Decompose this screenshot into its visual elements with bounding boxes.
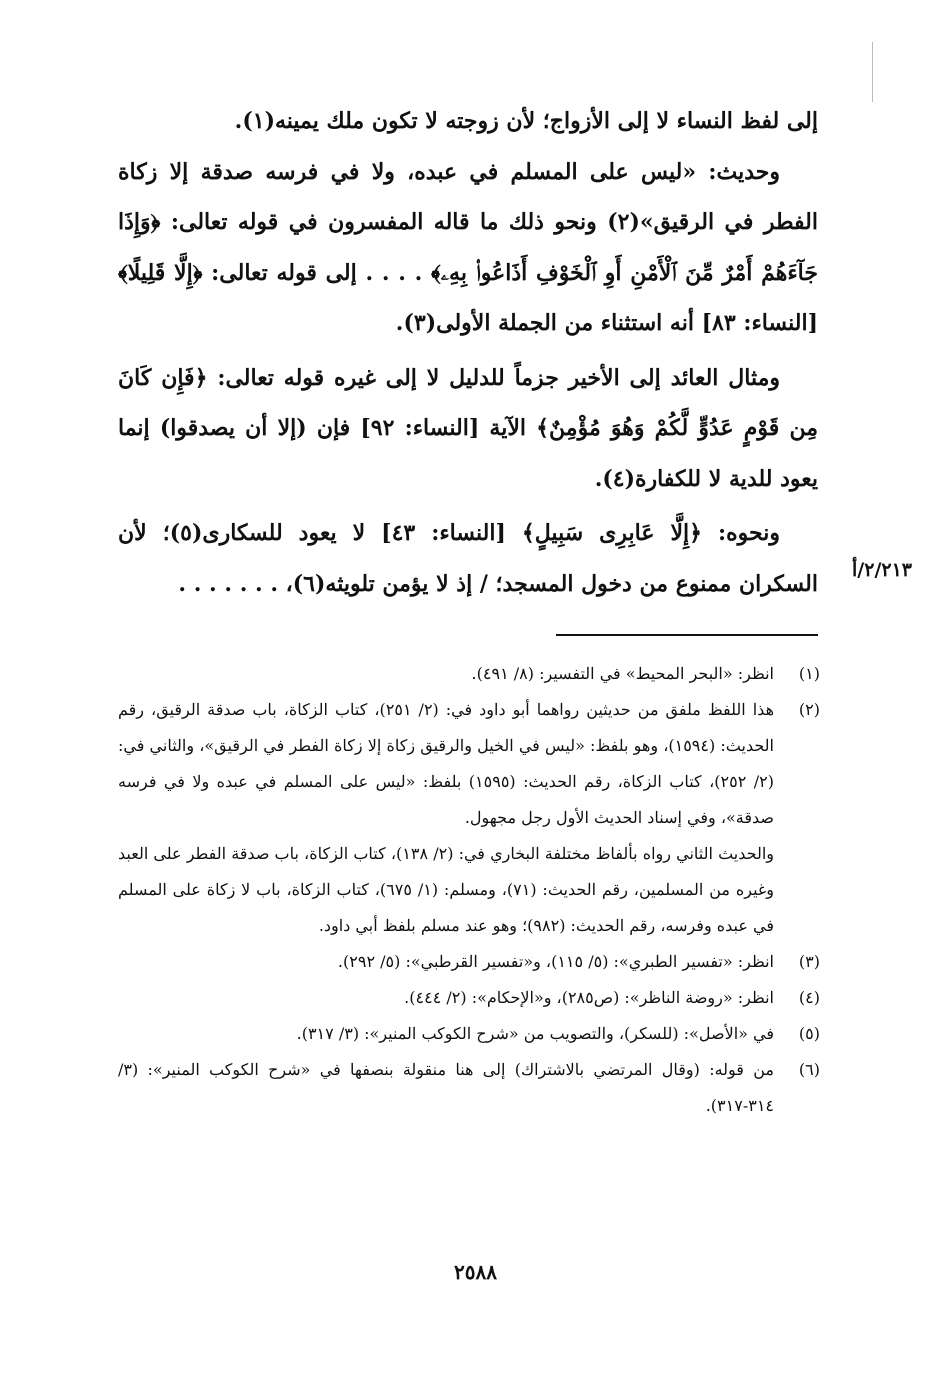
footnote-separator bbox=[556, 634, 818, 636]
footnote bbox=[118, 1016, 820, 1052]
footnote-number: (٣) bbox=[798, 952, 820, 971]
footnote bbox=[118, 980, 820, 1016]
footnote-number: (٥) bbox=[798, 1024, 820, 1043]
footnote bbox=[118, 656, 820, 692]
footnote-text: انظر: «تفسير الطبري»: (٥/ ١١٥)، و«تفسير القرطبي»: (٥/ ٢٩٢). bbox=[337, 952, 774, 971]
main-paragraph: وحديث: «ليس على المسلم في عبده، ولا في فرسه صدقة إلا زكاة الفطر في الرقيق»(٢) ونحو ذلك ما قاله المفسرون في قوله تعالى: ﴿وَإِذَا جَآءَهُمْ أَمْرٌ مِّنَ ٱلْأَمْنِ أَوِ ٱلْخَوْفِ أَذَاعُوا۟ بِهِۦ﴾ . . . . إلى قوله تعالى: ﴿إِلَّا قَلِيلًا﴾ [النساء: ٨٣] أنه استثناء من الجملة الأولى(٣). bbox=[118, 158, 818, 336]
footnote-continuation: والحديث الثاني رواه بألفاظ مختلفة البخاري في: (٢/ ١٣٨)، كتاب الزكاة، باب صدقة الفطر على العبد وغيره من المسلمين، رقم الحديث: (٧١)، ومسلم: (١/ ٦٧٥)، كتاب الزكاة، باب لا زكاة على المسلم في عبده وفرسه، رقم الحديث: (٩٨٢)؛ وهو عند مسلم بلفظ أبي داود. bbox=[118, 844, 775, 935]
footnote bbox=[118, 692, 820, 836]
main-paragraph: إلى لفظ النساء لا إلى الأزواج؛ لأن زوجته لا تكون ملك يمينه(١). bbox=[234, 108, 818, 134]
footnote-text: هذا اللفظ ملفق من حديثين رواهما أبو داود في: (٢/ ٢٥١)، كتاب الزكاة، باب صدقة الرقيق، رقم الحديث: (١٥٩٤)، وهو بلفظ: «ليس في الخيل والرقيق زكاة إلا زكاة الفطر في الرقيق»، والثاني في: (٢/ ٢٥٢)، كتاب الزكاة، رقم الحديث: (١٥٩٥) بلفظ: «ليس على المسلم في عبده ولا في فرسه صدقة»، وفي إسناد الحديث الأول رجل مجهول. bbox=[118, 700, 775, 827]
manuscript-folio-reference: ٢/٢١٣/أ bbox=[852, 559, 912, 581]
footnote-number: (٢) bbox=[798, 700, 820, 719]
main-paragraph: ومثال العائد إلى الأخير جزماً للدليل لا إلى غيره قوله تعالى: ﴿فَإِن كَانَ مِن قَوْمٍ عَدُوٍّ لَّكُمْ وَهُوَ مُؤْمِنٌ﴾ الآية [النساء: ٩٢] فإن (إلا أن يصدقوا) إنما يعود للدية لا للكفارة(٤). bbox=[118, 364, 818, 492]
footnote-number: (١) bbox=[798, 664, 820, 683]
footnote-text: انظر: «البحر المحيط» في التفسير: (٨/ ٤٩١). bbox=[471, 664, 774, 683]
footnotes bbox=[118, 656, 820, 1124]
footnote-number: (٦) bbox=[798, 1060, 820, 1079]
scan-artifact-line bbox=[872, 42, 874, 102]
footnote-text: من قوله: (وقال المرتضي بالاشتراك) إلى هنا منقولة بنصفها في «شرح الكوكب المنير»: (٣/ ٣١٤-٣١٧). bbox=[118, 1060, 775, 1115]
footnote bbox=[118, 944, 820, 980]
main-text-body bbox=[118, 96, 818, 609]
footnote-text: انظر: «روضة الناظر»: (ص٢٨٥)، و«الإحكام»: (٢/ ٤٤٤). bbox=[404, 988, 774, 1007]
main-paragraph: ونحوه: ﴿إِلَّا عَابِرِى سَبِيلٍ﴾ [النساء: ٤٣] لا يعود للسكارى(٥)؛ لأن السكران ممنوع من دخول المسجد؛ / إذ لا يؤمن تلويثه(٦)، . . . . . . . bbox=[118, 520, 818, 597]
page-number: ٢٥٨٨ bbox=[454, 1260, 497, 1284]
footnote-number: (٤) bbox=[798, 988, 820, 1007]
footnote bbox=[118, 1052, 820, 1124]
footnote-text: في «الأصل»: (للسكر)، والتصويب من «شرح الكوكب المنير»: (٣/ ٣١٧). bbox=[296, 1024, 774, 1043]
